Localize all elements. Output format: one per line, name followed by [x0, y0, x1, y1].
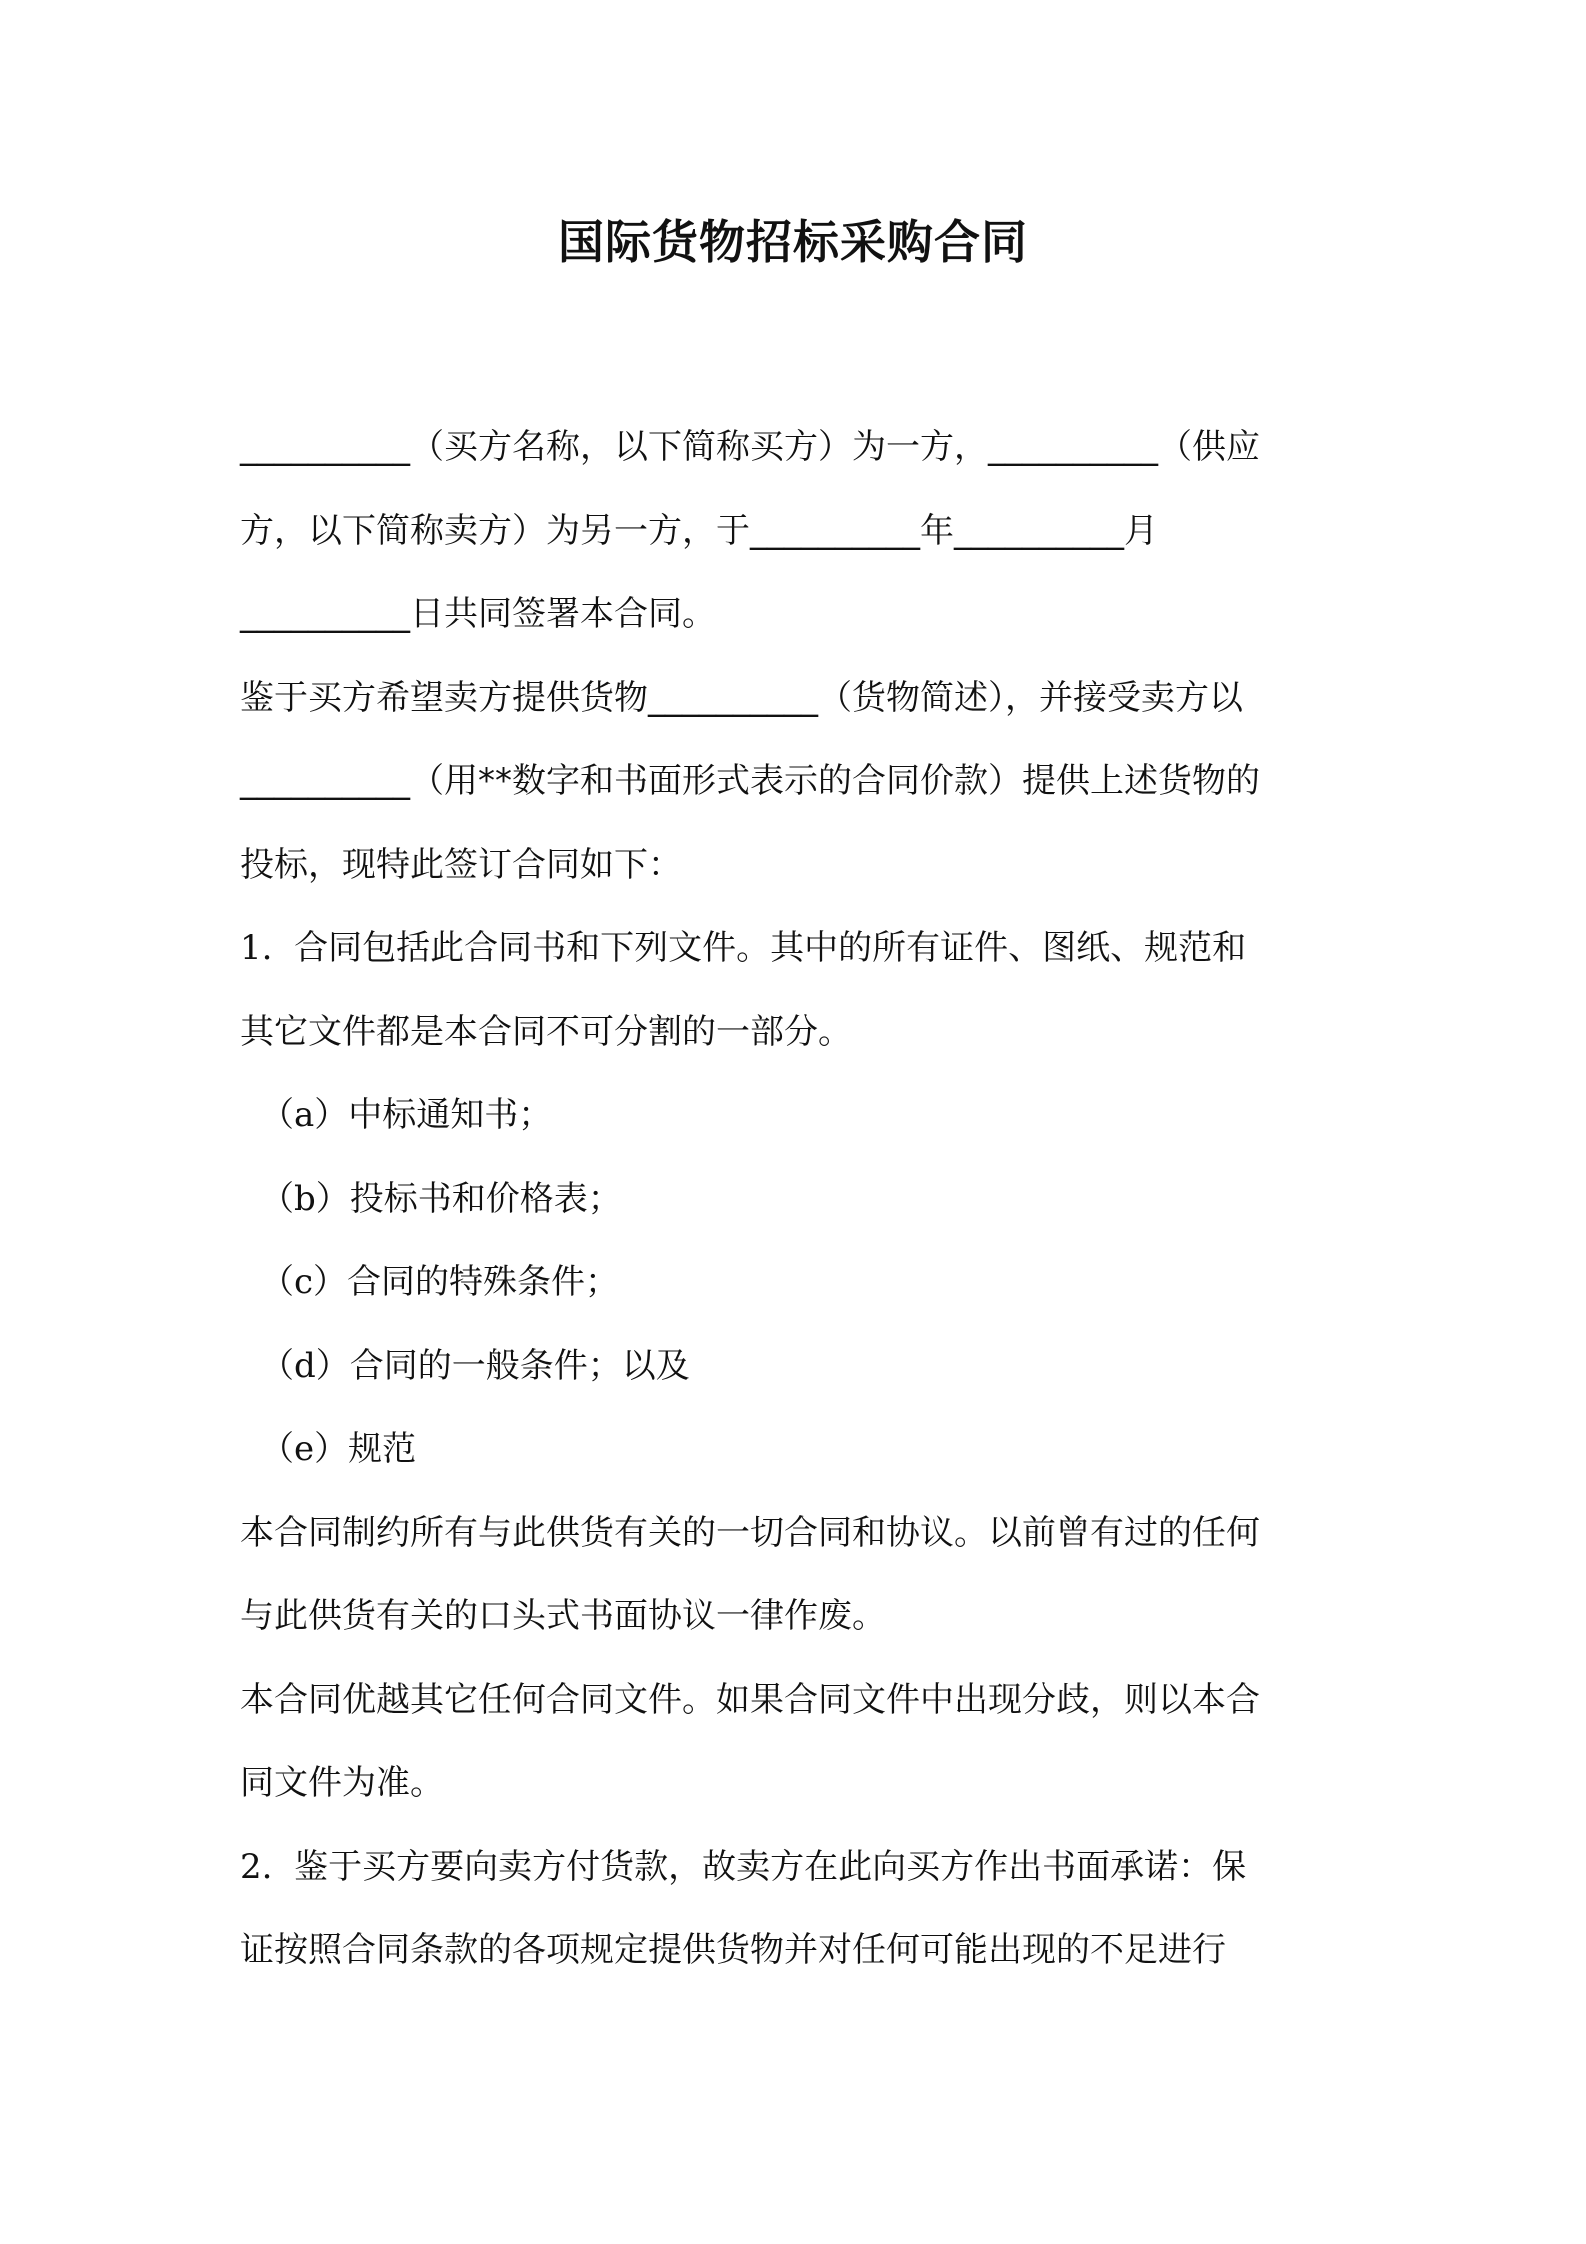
clause-1-item-b: [240, 1158, 1360, 1242]
clause-1: [240, 907, 1360, 1492]
clause-2-text-1: 鉴于买方要向卖方付货款，故卖方在此向买方作出书面承诺：保: [294, 1846, 1247, 1887]
clause-1-item-d: [240, 1325, 1360, 1409]
recital-paragraph: [240, 657, 1360, 908]
item-text: 中标通知书；: [348, 1095, 553, 1135]
item-text: 合同的一般条件；以及: [349, 1345, 690, 1386]
precedence-line-1: 本合同优越其它任何合同文件。如果合同文件中出现分歧，则以本合: [240, 1679, 1260, 1720]
recital-line-3: 投标，现特此签订合同如下：: [240, 844, 682, 885]
preamble-line-1: __________（买方名称，以下简称买方）为一方，__________（供应: [240, 427, 1260, 467]
clause-1-line-1: [240, 907, 1360, 991]
item-marker: （c）: [260, 1262, 348, 1302]
recital-line-2: __________（用**数字和书面形式表示的合同价款）提供上述货物的: [240, 761, 1260, 801]
supersede-paragraph: [240, 1492, 1360, 1659]
clause-2-number: 2.: [240, 1846, 273, 1887]
preamble-line-3: __________日共同签署本合同。: [240, 594, 716, 634]
item-text: 合同的特殊条件；: [347, 1262, 620, 1302]
clause-1-line-2: 其它文件都是本合同不可分割的一部分。: [240, 1011, 852, 1052]
clause-1-item-a: [240, 1074, 1360, 1158]
document-body: [240, 406, 1360, 1993]
clause-2-line-1: [240, 1826, 1360, 1910]
item-marker: （d）: [260, 1345, 350, 1386]
item-marker: （e）: [260, 1429, 349, 1469]
item-marker: （a）: [260, 1095, 349, 1135]
item-text: 规范: [348, 1429, 417, 1469]
clause-2-line-2: 证按照合同条款的各项规定提供货物并对任何可能出现的不足进行: [240, 1930, 1226, 1970]
item-text: 投标书和价格表；: [349, 1178, 622, 1219]
clause-1-text-1: 合同包括此合同书和下列文件。其中的所有证件、图纸、规范和: [294, 928, 1247, 968]
preamble-paragraph: [240, 406, 1360, 657]
supersede-line-2: 与此供货有关的口头式书面协议一律作废。: [240, 1596, 886, 1636]
supersede-line-1: 本合同制约所有与此供货有关的一切合同和协议。以前曾有过的任何: [240, 1512, 1260, 1553]
clause-1-item-c: [240, 1241, 1360, 1325]
precedence-paragraph: [240, 1659, 1360, 1826]
clause-1-item-e: [240, 1408, 1360, 1492]
item-marker: （b）: [260, 1178, 350, 1219]
clause-1-number: 1.: [240, 928, 273, 968]
precedence-line-2: 同文件为准。: [240, 1763, 444, 1803]
clause-2: [240, 1826, 1360, 1993]
preamble-line-2: 方，以下简称卖方）为另一方，于__________年__________月: [240, 510, 1158, 551]
document-title: 国际货物招标采购合同: [558, 215, 1028, 269]
recital-line-1: 鉴于买方希望卖方提供货物__________（货物简述），并接受卖方以: [240, 677, 1243, 718]
